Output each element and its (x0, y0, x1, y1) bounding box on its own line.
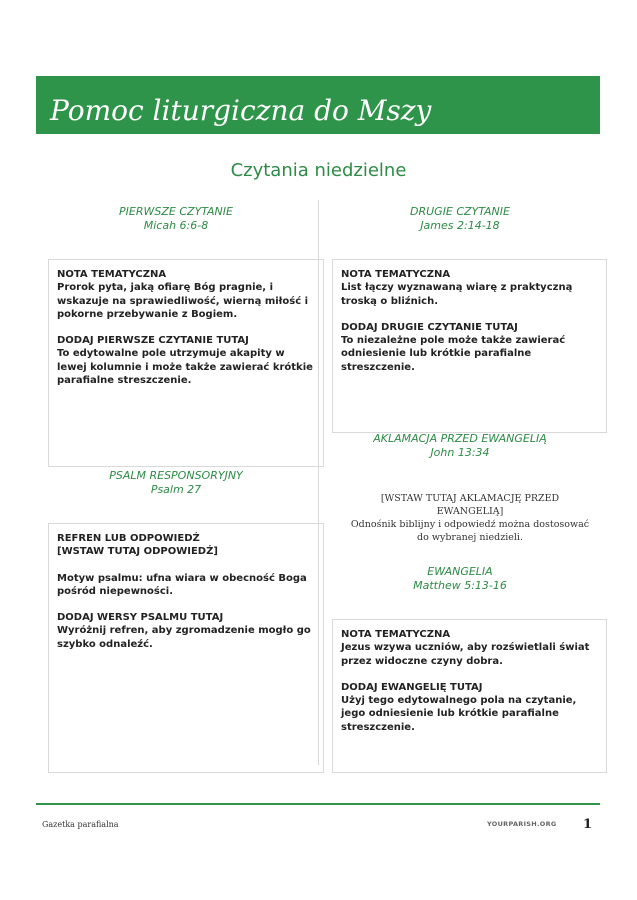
psalm-heading (48, 469, 304, 497)
gospel-box[interactable] (332, 619, 607, 773)
page-number: 1 (583, 817, 593, 832)
second-reading-add-label: DODAJ DRUGIE CZYTANIE TUTAJ (341, 321, 518, 333)
acclamation-placeholder: [WSTAW TUTAJ AKLAMACJĘ PRZED EWANGELIĄ] (380, 493, 560, 517)
gospel-reference: Matthew 5:13-16 (413, 579, 507, 592)
page-title: Pomoc liturgiczna do Mszy (50, 94, 432, 127)
first-reading-heading (48, 205, 304, 233)
first-reading-note-label: NOTA TEMATYCZNA (57, 269, 167, 280)
first-reading-box[interactable] (48, 259, 324, 467)
title-banner (36, 76, 600, 134)
second-reading-title: DRUGIE CZYTANIE (410, 205, 510, 218)
second-reading-add-text: To niezależne pole może także zawierać odniesienie lub krótkie parafialne streszczenie. (341, 335, 566, 373)
psalm-box[interactable] (48, 523, 324, 773)
gospel-note-label: NOTA TEMATYCZNA (341, 629, 451, 640)
gospel-heading (332, 565, 588, 593)
acclamation-reference: John 13:34 (430, 446, 490, 459)
gospel-add-text: Użyj tego edytowalnego pola na czytanie, jego odniesienie lub krótkie parafialne streszczenie. (341, 695, 577, 733)
footer-publication: Gazetka parafialna (42, 820, 119, 829)
acclamation-heading (332, 432, 588, 460)
first-reading-reference: Micah 6:6-8 (143, 219, 209, 232)
first-reading-add-text: To edytowalne pole utrzymuje akapity w lewej kolumnie i może także zawierać krótkie parafialne streszczenie. (57, 348, 313, 387)
acclamation-title: AKLAMACJA PRZED EWANGELIĄ (373, 432, 547, 445)
gospel-title: EWANGELIA (427, 565, 493, 578)
section-subtitle: Czytania niedzielne (230, 160, 407, 181)
acclamation-body[interactable] (350, 492, 590, 544)
second-reading-box[interactable] (332, 259, 607, 433)
first-reading-note-text: Prorok pyta, jaką ofiarę Bóg pragnie, i wskazuje na sprawiedliwość, wierną miłość i pokorne przebywanie z Bogiem. (57, 282, 309, 320)
footer-divider (36, 803, 600, 805)
first-reading-title: PIERWSZE CZYTANIE (119, 205, 233, 218)
second-reading-note-text: List łączy wyznawaną wiarę z praktyczną troską o bliźnich. (341, 282, 573, 307)
second-reading-heading (332, 205, 588, 233)
second-reading-reference: James 2:14-18 (420, 219, 500, 232)
acclamation-note: Odnośnik biblijny i odpowiedź można dostosować do wybranej niedzieli. (350, 519, 590, 543)
gospel-note-text: Jezus wzywa uczniów, aby rozświetlali świat przez widoczne czyny dobra. (341, 642, 590, 667)
psalm-refrain-label: REFREN LUB ODPOWIEDŹ (57, 533, 200, 544)
footer-site-link[interactable]: YOURPARISH.ORG (487, 820, 557, 828)
gospel-add-label: DODAJ EWANGELIĘ TUTAJ (341, 681, 483, 693)
psalm-refrain-placeholder: [WSTAW TUTAJ ODPOWIEDŹ] (57, 546, 218, 558)
first-reading-add-label: DODAJ PIERWSZE CZYTANIE TUTAJ (57, 335, 249, 347)
psalm-add-label: DODAJ WERSY PSALMU TUTAJ (57, 612, 224, 624)
psalm-title: PSALM RESPONSORYJNY (109, 469, 243, 482)
psalm-motif: Motyw psalmu: ufna wiara w obecność Boga pośród niepewności. (57, 572, 307, 597)
second-reading-note-label: NOTA TEMATYCZNA (341, 269, 451, 280)
psalm-add-text: Wyróżnij refren, aby zgromadzenie mogło go szybko odnaleźć. (57, 625, 311, 650)
psalm-reference: Psalm 27 (150, 483, 202, 496)
